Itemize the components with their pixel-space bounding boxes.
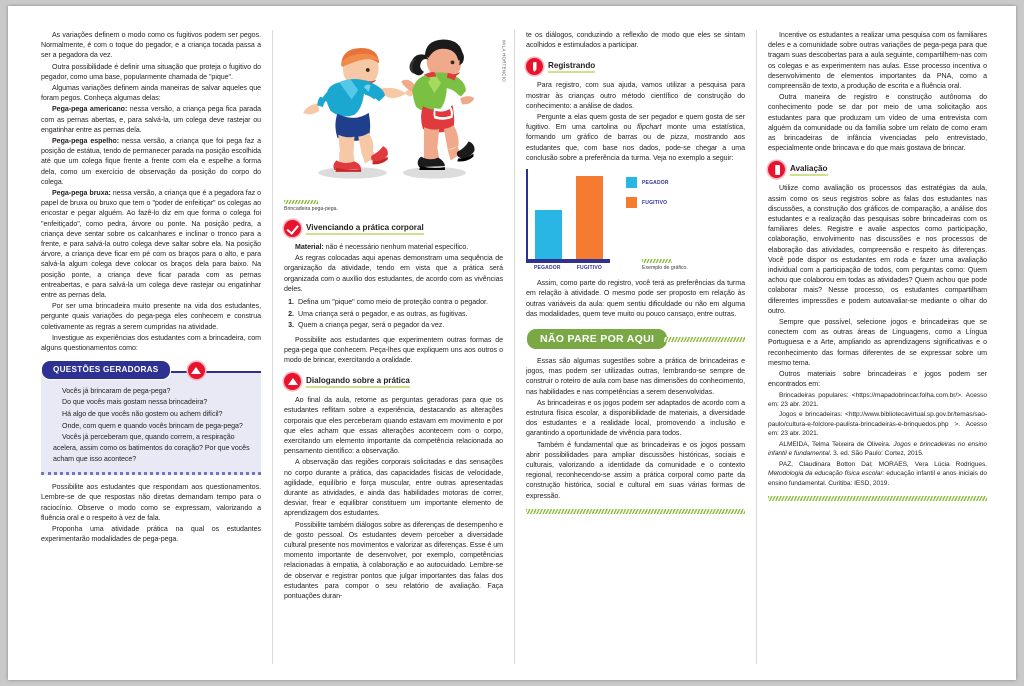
triangle-play-circle-icon xyxy=(284,373,301,390)
paragraph: Investigue as experiências dos estudantes com a brincadeira, com alguns questionamentos como: xyxy=(41,333,261,353)
legend-entry xyxy=(626,177,669,188)
image-credit: MILA HORTENCIO xyxy=(502,40,507,82)
bar-fugitivo xyxy=(576,176,603,259)
paragraph: te os diálogos, conduzindo a reflexão de modo que eles se sintam acolhidos e estimulados a participar. xyxy=(526,31,745,50)
x-tick-label: PEGADOR xyxy=(534,265,561,272)
paragraph: As brincadeiras e os jogos podem ser adaptados de acordo com a estrutura física escolar, a disponibilidade de materiais, a diversidade dos estudantes e a realidade local, promovendo a inclusão e garantindo a oportunidade de vivência para todos. xyxy=(526,398,745,438)
paragraph: Para registro, com sua ajuda, vamos utilizar a pesquisa para mostrar às crianças outro método científico de construção do conhecimento: a análise de dados. xyxy=(526,81,745,110)
x-axis-labels xyxy=(526,263,610,271)
list-item: 1. Defina um "pique" como meio de proteção contra o pegador. xyxy=(296,297,503,307)
question-item: Há algo de que vocês não gostem ou achem difícil? xyxy=(62,410,223,419)
term-label: Material: xyxy=(295,243,324,251)
nao-pare-por-aqui-banner xyxy=(526,328,745,350)
paragraph: Sempre que possível, selecione jogos e brincadeiras que se conectem com as outras áreas de Linguagens, como a Língua Portuguesa e a Arte, ampliando as aprendizagens significativas e o reconhecimento das formas diferentes de se expressar sobre um mesmo tema. xyxy=(768,318,987,367)
section-end-rule xyxy=(526,509,745,514)
caption-rule xyxy=(284,200,318,204)
text-column-4 xyxy=(756,30,998,664)
legend-entry xyxy=(626,197,669,208)
generative-questions-box xyxy=(41,360,261,475)
legend-label: FUGITIVO xyxy=(642,199,668,206)
list-item: 3. Quem a criança pegar, será o pegador da vez. xyxy=(296,320,503,330)
figure-caption: Brincadeira pega-pega. xyxy=(284,206,338,212)
check-circle-icon xyxy=(284,220,301,237)
emphasis: flipchart xyxy=(637,123,662,132)
column-layout xyxy=(30,30,998,664)
paragraph: Essas são algumas sugestões sobre a prática de brincadeiras e jogos, mas podem ser utilizadas outras, lembrando-se sempre de construir o roteiro de aula com base nas dimensões do conhecimento, nas habilidades e nas competências a serem desenvolvidas. xyxy=(526,357,745,396)
banner-rule xyxy=(664,337,745,342)
paragraph: Por ser uma brincadeira muito presente na vida dos estudantes, pergunte quais variações do pega-pega eles conhecem e construa coletivamente as regras a serem cumpridas na atividade. xyxy=(41,302,261,331)
section-title: Avaliação xyxy=(790,164,828,176)
paragraph: Pega-pega bruxa: nessa versão, a criança que é a pegadora faz o papel de bruxa ou bruxo que tem o "poder de enfeitiçar" os colegas ao encostar e pegar alguém. Ao fazê-lo diz em que forma o colega foi "enfeitiçado", como pedra, árvore ou ponte. Na posição pedra, a criança deve sentar sobre os calcanhares e inclinar o tronco para a frente, e para salvá-la outro colega deve saltar sobre ela. Na posição árvore, a criança deve ficar em pé com os braços para o alto, e para salvá-la algum colega deve colocar os braços dela para baixo. Na posição ponte, a criança deve ficar parada com as pernas entreabertas, e para salvá-la um colega deve rastejar ou engatinhar entre as pernas dela. xyxy=(41,189,261,300)
reference-item: Brincadeiras populares: <https://mapadobrincar.folha.com.br/>. Acesso em: 23 abr. 2021. xyxy=(768,391,987,408)
paragraph: Outra maneira de registro e construção autônoma do conhecimento pode se dar por meio de uma solicitação aos estudantes para que produzam um vídeo de uma entrevista com alguém da comunidade ou da família sobre um relato de como eram as brincadeiras de infância vivenciadas pelo entrevistado, especialmente onde brincava e do que mais gostava de brincar. xyxy=(768,93,987,153)
title-emphasis: Jogos e brincadeiras no ensino infantil e fundamental. xyxy=(768,440,987,458)
section-heading-vivenciando xyxy=(284,220,503,237)
legend-swatch xyxy=(626,177,637,188)
question-item: Do que vocês mais gostam nessa brincadeira? xyxy=(62,398,208,407)
legend-swatch xyxy=(626,197,637,208)
chart-plot-area xyxy=(526,169,745,271)
term-label: Pega-pega americano: xyxy=(52,105,128,114)
emphasis: pizza xyxy=(670,133,687,142)
paragraph: As variações definem o modo como os fugitivos podem ser pegos. Normalmente, é com o toque do pegador, e a criança tocada passa a ser a pegadora da vez. xyxy=(41,31,261,60)
term-label: Pega-pega bruxa: xyxy=(52,189,111,198)
illustration-figure xyxy=(284,30,507,198)
paragraph: Possibilite também diálogos sobre as diferenças de desempenho e de gosto pessoal. Os estudantes devem perceber a diversidade cultural presente nos movimentos e valorizar as diferenças. Esse é um momento importante de desenvolver, por exemplo, competências relacionadas à empatia, à colaboração e ao autocuidado. Lembre-se de observar e registrar pontos que julgar importantes das falas dos estudantes para compor o seu relatório de avaliação. Faça pontuações duran- xyxy=(284,520,503,601)
section-title: Vivenciando a prática corporal xyxy=(306,223,424,235)
generative-questions-header xyxy=(41,360,261,380)
reference-item: Jogos e brincadeiras: <http://www.bibliotecavirtual.sp.gov.br/temas/sao-paulo/cultura-e-folclore-paulista-brincadeiras-e-brinquedos.php >. Acesso em: 23 abr. 2021. xyxy=(768,411,987,438)
text-column-1 xyxy=(30,30,272,664)
bar-chart xyxy=(526,169,745,271)
paragraph: Outros materiais sobre brincadeiras e jogos podem ser encontrados em: xyxy=(768,370,987,389)
text-column-2 xyxy=(272,30,514,664)
term-label: Pega-pega espelho: xyxy=(52,137,120,146)
generative-questions-title: QUESTÕES GERADORAS xyxy=(41,360,171,380)
triangle-play-icon xyxy=(188,362,205,379)
pen-circle-icon xyxy=(526,58,543,75)
section-title: Registrando xyxy=(548,61,595,73)
caption-rule xyxy=(642,259,672,263)
paragraph: Também é fundamental que as brincadeiras e os jogos possam abrir possibilidades para ampliar discussões históricas, sociais e culturais, valorizando a identidade da comunidade e o contexto regional, reconhecendo-se assim a prática corporal como parte da construção histórica, social e cultural em suas várias formas de expressão. xyxy=(526,440,745,500)
section-heading-dialogando xyxy=(284,373,503,390)
generative-questions-list xyxy=(41,371,261,475)
list-item: 2. Uma criança será o pegador, e as outras, as fugitivas. xyxy=(296,309,503,319)
reference-item: PAZ, Claudinara Botton Dal; MORAES, Vera Lúcia Rodrigues. Metodologia da educação física escolar: educação infantil e anos iniciais do ensino fundamental. Curitiba: IESD, 2019. xyxy=(768,460,988,487)
question-item: Vocês já perceberam que, quando correm, a respiração acelera, assim como os batimentos do coração? Por que vocês acham que isso acontece? xyxy=(53,433,250,463)
paragraph: Proponha uma atividade prática na qual os estudantes experimentarão modalidades de pega-pega. xyxy=(41,525,261,544)
section-title: Dialogando sobre a prática xyxy=(306,376,410,388)
chart-caption: Exemplo de gráfico. xyxy=(642,265,688,272)
reference-item: ALMEIDA, Telma Teixeira de Oliveira. Jogos e brincadeiras no ensino infantil e fundamental. 3. ed. São Paulo: Cortez, 2015. xyxy=(768,440,987,458)
children-playing-tag-illustration xyxy=(284,30,503,190)
paragraph: Material: não é necessário nenhum material específico. xyxy=(295,243,469,251)
chart-legend xyxy=(626,169,669,217)
chart-caption-block xyxy=(642,259,745,271)
paragraph: Possibilite aos estudantes que respondam aos questionamentos. Lembre-se de que respostas não diretas demandam tempo para o raciocínio. Observe o modo como se expressam, valorizando a fluência oral e o respeito à vez de fala. xyxy=(41,483,261,522)
question-item: Vocês já brincaram de pega-pega? xyxy=(62,386,171,395)
paragraph: Incentive os estudantes a realizar uma pesquisa com os familiares deles e a comunidade sobre outras variações de pega-pega para que tragam suas descobertas para a aula seguinte, compartilhem-nas com os colegas e as experimentem nas aulas. Esse processo incentiva o desenvolvimento de elementos importantes da PNA, como a compreensão de texto, a produção de escrita e a fluência oral. xyxy=(768,31,987,91)
paragraph: Outra possibilidade é definir uma situação que proteja o fugitivo do pegador, como uma base, popularmente chamada de "pique". xyxy=(41,62,261,81)
section-heading-avaliacao xyxy=(768,161,987,178)
chart-axes xyxy=(526,169,610,261)
bar-pegador xyxy=(535,210,562,260)
x-tick-label: FUGITIVO xyxy=(576,265,602,272)
question-item: Onde, com quem e quando vocês brincam de pega-pega? xyxy=(62,421,243,430)
paragraph: Assim, como parte do registro, você terá as preferências da turma em relação à atividade. O mesmo pode ser proposto em relação às outras variáveis da aula: quem sentiu dificuldade ou não em alguma das modalidades, quem teve muito ou pouco cansaço, entre outras. xyxy=(526,279,745,318)
section-end-rule xyxy=(768,496,987,501)
banner-title: NÃO PARE POR AQUI xyxy=(526,328,668,350)
paragraph: Algumas variações definem ainda maneiras de salvar aqueles que foram pegos. Conheça algumas delas: xyxy=(41,84,261,103)
paragraph: Pergunte a elas quem gosta de ser pegador e quem gosta de ser fugitivo. Em uma cartolina ou flipchart monte uma estatística, formando um gráfico de barras ou de pizza, mostrando aos estudantes que, com base nos dados, pode-se chegar a uma conclusão sobre a preferência da turma. Veja no exemplo a seguir: xyxy=(526,113,746,162)
section-heading-registrando xyxy=(526,58,745,75)
document-circle-icon xyxy=(768,161,785,178)
paragraph: Pega-pega americano: nessa versão, a criança pega fica parada com as pernas abertas, e, para salvá-la, um colega deve rastejar ou engatinhar entre as pernas dela. xyxy=(41,105,261,134)
paragraph: Ao final da aula, retome as perguntas geradoras para que os estudantes reflitam sobre a experiência, destacando as alterações corporais que eles perceberam quando estavam em movimento e por que eles acham que essas alterações acontecem com o corpo, exercitando um elemento importante da competência relacionada ao pensamento científico: a observação. xyxy=(284,396,503,456)
text-column-3 xyxy=(514,30,756,664)
activity-steps-list xyxy=(296,297,503,331)
paragraph: Utilize como avaliação os processos das estratégias da aula, assim como os seus registros sobre as falas dos estudantes nas discussões, a construção dos gráficos de comparação, a análise dos estudantes e a realização das pesquisas sobre brincadeiras com os familiares deles. Registre e avalie aspectos como participação, colaboração, envolvimento nas discussões e nos processos de elaboração das atividades, compreensão e respeito às diferenças. Você pode dispor os estudantes em roda e fazer uma avaliação individual com a participação de todos, com perguntas como: Quem achou que colaborou em todas as atividades? Quem achou que pode colaborar mais? Nesse processo, os estudantes compartilham diferentes impressões e podem autoavaliar-se mediante o olhar do outro. xyxy=(768,184,987,315)
legend-label: PEGADOR xyxy=(642,179,669,186)
paragraph: As regras colocadas aqui apenas demonstram uma sequência de organização da atividade, tendo em vista que a prática será organizada com o auxílio dos estudantes, de acordo com as vivências deles. xyxy=(284,254,503,293)
chart-bars xyxy=(528,169,610,259)
paragraph: Pega-pega espelho: nessa versão, a criança que foi pega faz a posição de estátua, tendo de permanecer parada na posição escolhida até que um colega fique frente a frente com ela e espelhe a forma dela, como um exercício de observação da posição do corpo do colega. xyxy=(41,137,261,186)
paragraph: Possibilite aos estudantes que experimentem outras formas de pega-pega que conhecem. Peça-lhes que expliquem uns aos outros o modo de brincar, exercitando a oralidade. xyxy=(284,335,503,365)
title-emphasis: Metodologia da educação física escolar: xyxy=(768,470,885,478)
document-page xyxy=(8,6,1016,680)
paragraph: A observação das regiões corporais solicitadas e das sensações no corpo durante a prática, das capacidades físicas de velocidade, agilidade, equilíbrio e força muscular, entre outras apresentadas durante as atividades, e ainda das habilidades motoras de correr, desviar, frear e equilibrar constituem um importante elemento de aprendizagem dos estudantes. xyxy=(284,458,503,518)
